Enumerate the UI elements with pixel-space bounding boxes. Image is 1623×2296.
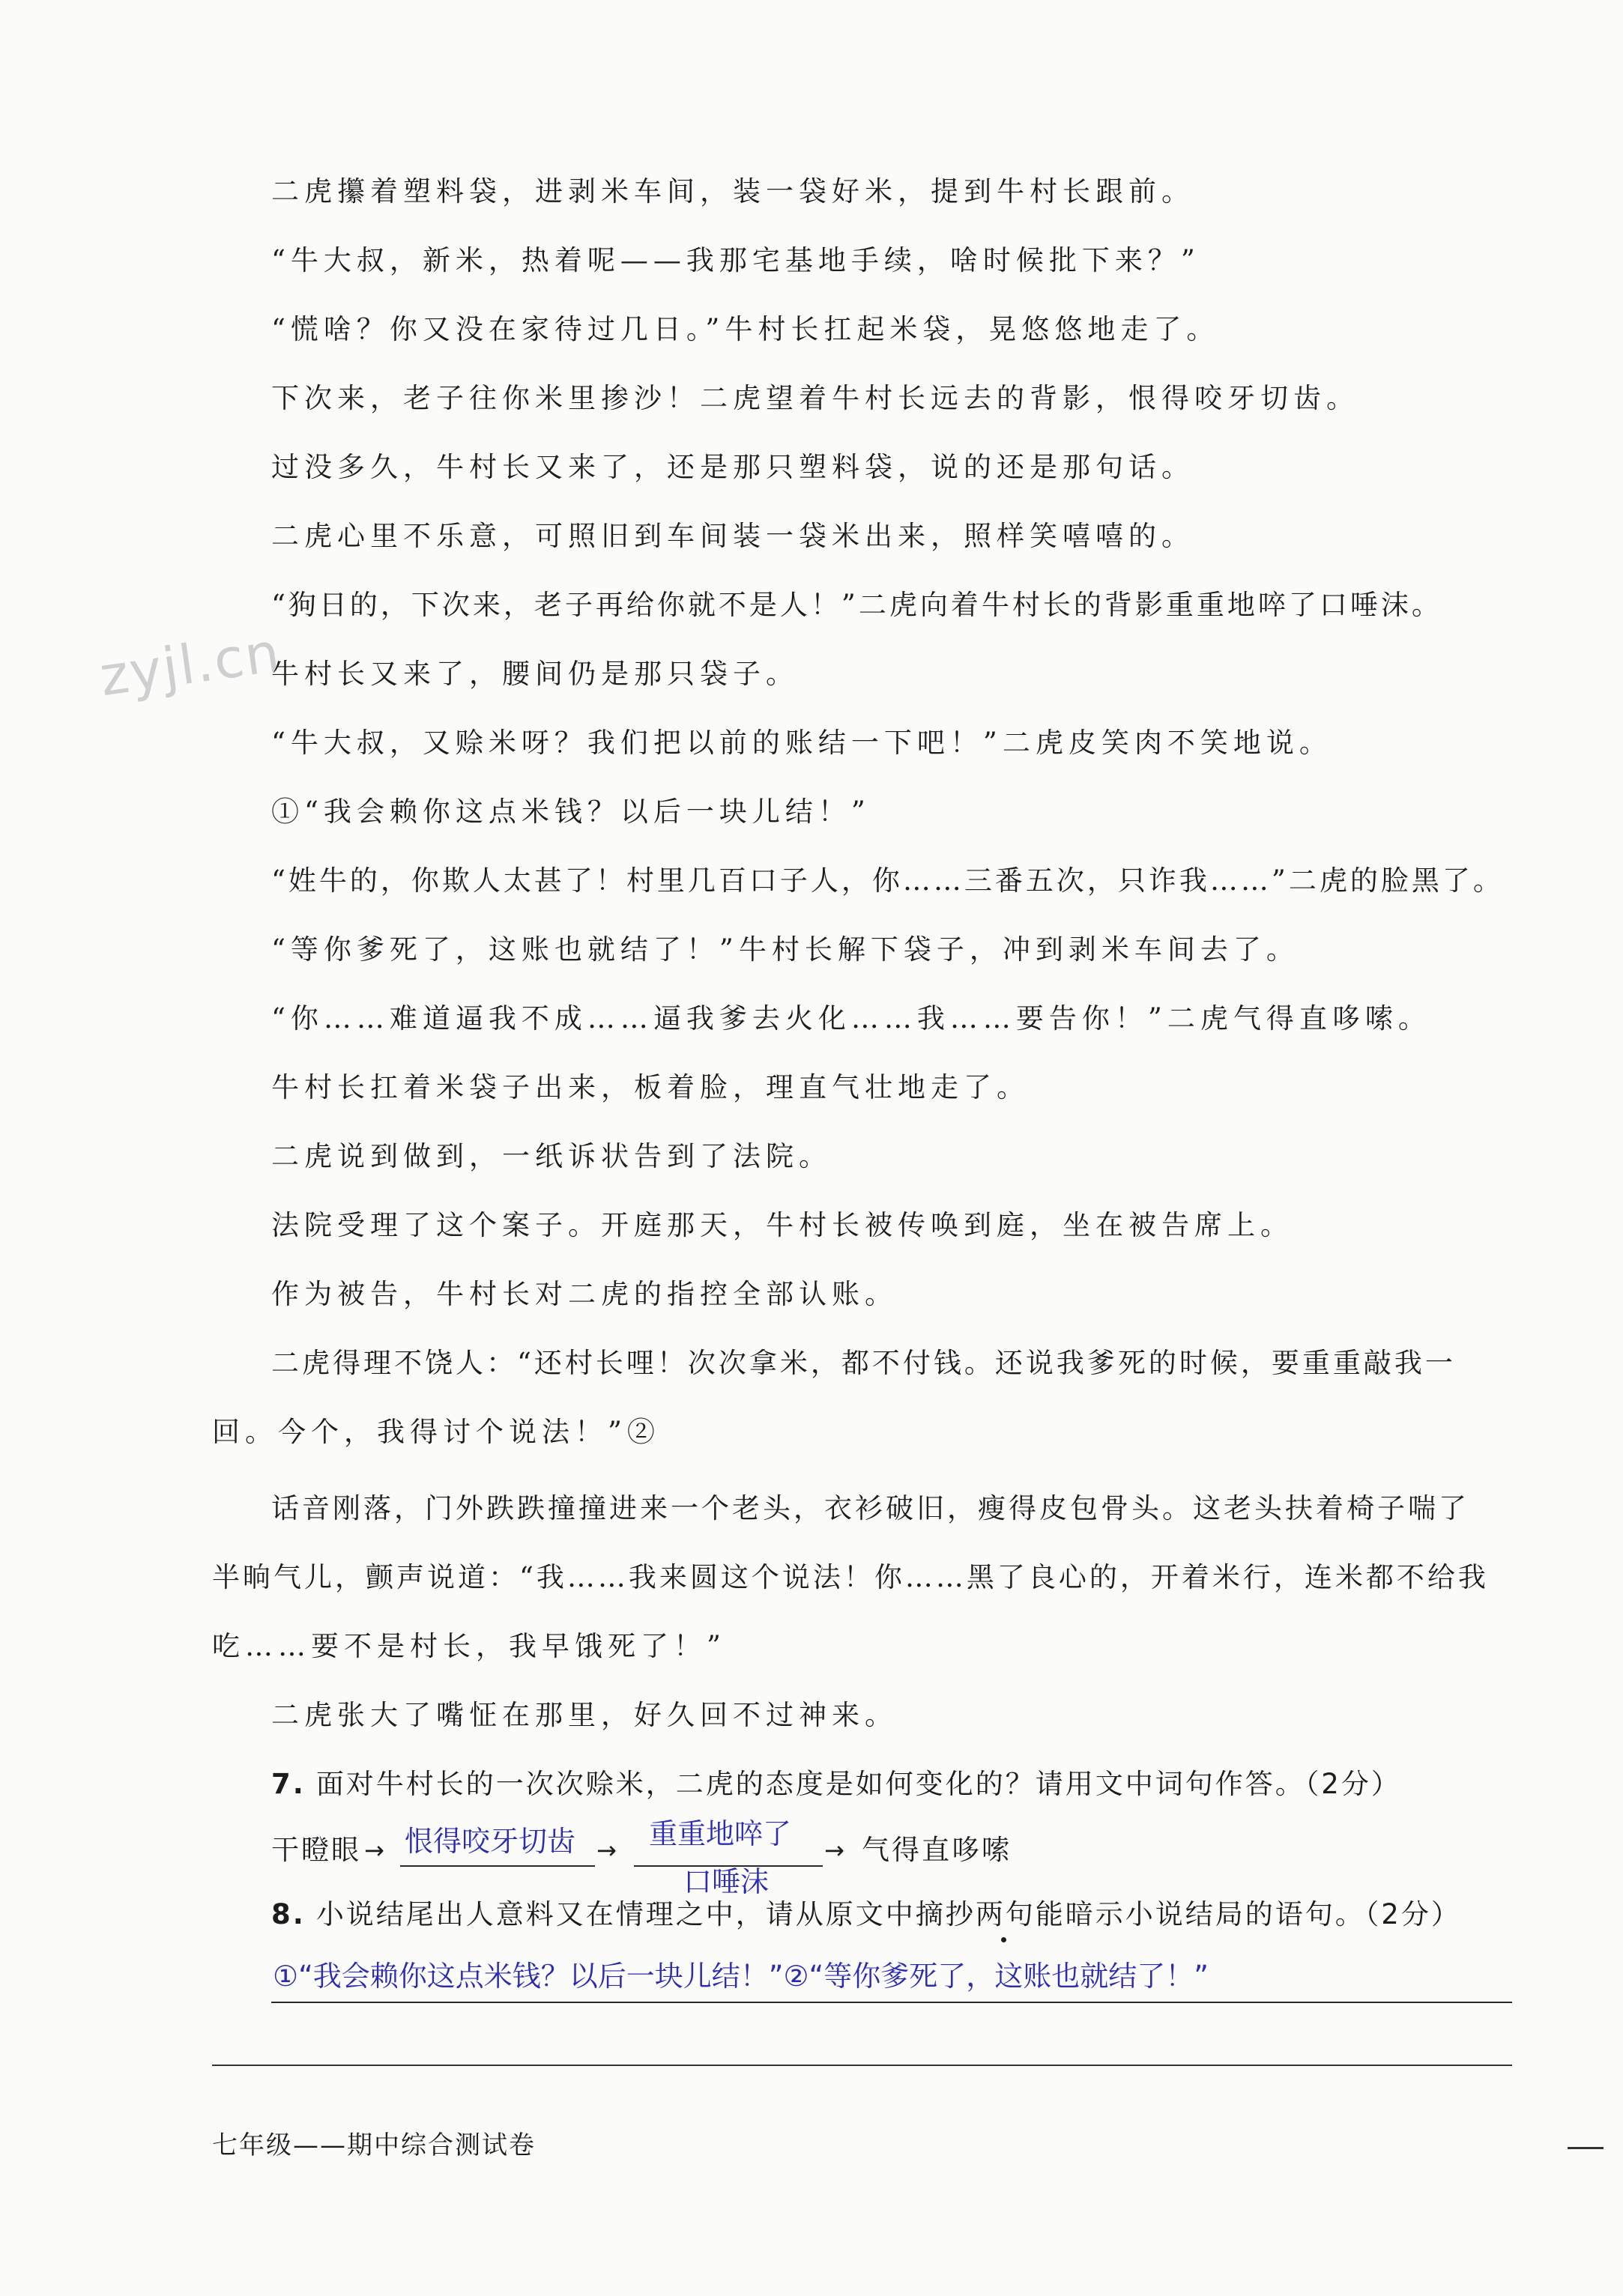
question-7 (271, 1766, 1401, 1802)
paragraph-continuation: 吃……要不是村长，我早饿死了！” (212, 1630, 726, 1662)
paragraph: 牛村长扛着米袋子出来，板着脸，理直气壮地走了。 (271, 1071, 1030, 1103)
paragraph: 二虎得理不饶人：“还村长哩！次次拿米，都不付钱。还说我爹死的时候，要重重敲我一 (271, 1347, 1456, 1379)
paragraph: “狗日的，下次来，老子再给你就不是人！”二虎向着牛村长的背影重重地啐了口唾沫。 (271, 589, 1442, 621)
paragraph: 牛村长又来了，腰间仍是那只袋子。 (271, 658, 799, 690)
q7-start: 干瞪眼 (271, 1834, 361, 1866)
question-number: 7. (271, 1768, 306, 1800)
answer-blank-line (400, 1865, 595, 1867)
paragraph: 作为被告，牛村长对二虎的指控全部认账。 (271, 1278, 898, 1310)
footer: 七年级——期中综合测试卷 (212, 2130, 536, 2160)
paragraph: 二虎心里不乐意，可照旧到车间装一袋米出来，照样笑嘻嘻的。 (271, 520, 1194, 552)
paragraph: “牛大叔，又赊米呀？我们把以前的账结一下吧！”二虎皮笑肉不笑地说。 (271, 727, 1332, 759)
arrow-icon: → (596, 1836, 617, 1865)
emphasis-text: 两句 (975, 1898, 1036, 1930)
question-text-a: 小说结尾出人意料又在情理之中，请从原文中摘抄 (315, 1898, 976, 1930)
paragraph: “等你爹死了，这账也就结了！”牛村长解下袋子，冲到剥米车间去了。 (271, 933, 1299, 966)
q7-end: 气得直哆嗦 (862, 1834, 1012, 1866)
paragraph: 下次来，老子往你米里掺沙！二虎望着牛村长远去的背影，恨得咬牙切齿。 (271, 382, 1359, 414)
paragraph: 话音刚落，门外跌跌撞撞进来一个老头，衣衫破旧，瘦得皮包骨头。这老头扶着椅子喘了 (271, 1492, 1469, 1524)
page-number-mark (1568, 2147, 1604, 2149)
question-number: 8. (271, 1898, 306, 1930)
watermark: zyjl.cn (96, 620, 285, 709)
paragraph: 二虎攥着塑料袋，进剥米车间，装一袋好米，提到牛村长跟前。 (271, 175, 1194, 208)
paragraph: 二虎张大了嘴怔在那里，好久回不过神来。 (271, 1699, 898, 1731)
arrow-icon: → (824, 1836, 844, 1865)
paragraph: 法院受理了这个案子。开庭那天，牛村长被传唤到庭，坐在被告席上。 (271, 1209, 1293, 1241)
answer-line (212, 2065, 1512, 2066)
paragraph: “姓牛的，你欺人太甚了！村里几百口子人，你……三番五次，只诈我……”二虎的脸黑了。 (271, 864, 1504, 897)
paragraph-marked-1: ①“我会赖你这点米钱？以后一块儿结！” (271, 796, 871, 828)
paragraph: 二虎说到做到，一纸诉状告到了法院。 (271, 1140, 832, 1172)
arrow-icon: → (364, 1836, 384, 1865)
paragraph-continuation: 回。今个，我得讨个说法！”② (212, 1416, 660, 1448)
paragraph: 过没多久，牛村长又来了，还是那只塑料袋，说的还是那句话。 (271, 451, 1194, 483)
paragraph: “牛大叔，新米，热着呢——我那宅基地手续，啥时候批下来？” (271, 244, 1200, 276)
question-8 (271, 1897, 1461, 1933)
q7-answer-2-line1: 重重地啐了 (649, 1817, 792, 1850)
paragraph-continuation: 半晌气儿，颤声说道：“我……我来圆这个说法！你……黑了良心的，开着米行，连米都不给我 (212, 1561, 1489, 1593)
q7-answer-2-line2: 口唾沫 (683, 1865, 770, 1898)
q8-answer: ①“我会赖你这点米钱？以后一块儿结！”②“等你爹死了，这账也就结了！” (273, 1960, 1209, 1993)
question-text-b: 能暗示小说结局的语句。（2分） (1035, 1898, 1461, 1930)
paragraph: “慌啥？你又没在家待过几日。”牛村长扛起米袋，晃悠悠地走了。 (271, 313, 1220, 345)
q7-answer-1: 恨得咬牙切齿 (405, 1825, 576, 1858)
question-text: 面对牛村长的一次次赊米，二虎的态度是如何变化的？请用文中词句作答。（2分） (315, 1768, 1401, 1800)
paragraph: “你……难道逼我不成……逼我爹去火化……我……要告你！”二虎气得直哆嗦。 (271, 1002, 1431, 1035)
answer-line (271, 2002, 1512, 2003)
